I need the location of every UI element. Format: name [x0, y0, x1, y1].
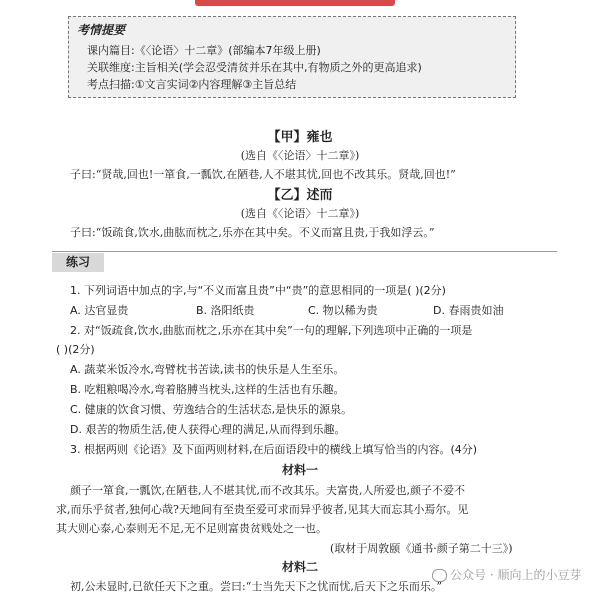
- tips-title: 考情提要: [77, 23, 126, 37]
- passage-b-text: 子曰:“饭疏食,饮水,曲肱而枕之,乐亦在其中矣。不义而富且贵,于我如浮云。”: [70, 226, 435, 239]
- top-red-bar: [195, 0, 395, 6]
- tips-line-text: 课内篇目:《〈论语〉十二章》(部编本7年级上册): [87, 44, 321, 57]
- passage-b-source: (选自《〈论语〉十二章》): [240, 207, 360, 220]
- practice-label: 练习: [52, 253, 104, 272]
- q2-option-d: D. 艰苦的物质生活,使人获得心理的满足,从而得到乐趣。: [70, 423, 346, 436]
- exam-tips-box: [68, 16, 516, 98]
- tips-line-dimension: 关联维度:主旨相关(学会忍受清贫并乐在其中,有物质之外的更高追求): [87, 61, 422, 74]
- question-3: 3. 根据两则《论语》及下面两则材料,在后面语段中的横线上填写恰当的内容。(4分): [70, 443, 478, 456]
- q1-option-a: A. 达官显贵: [70, 304, 129, 317]
- material-two-line: 初,公未显时,已欲任天下之重。尝曰:“士当先天下之忧而忧,后天下之乐而乐。”: [70, 580, 442, 593]
- tips-line-points: 考点扫描:①文言实词②内容理解③主旨总结: [87, 78, 297, 91]
- passage-a-source: (选自《〈论语〉十二章》): [240, 149, 360, 162]
- question-1: 1. 下列词语中加点的字,与“不义而富且贵”中“贵”的意思相同的一项是( )(2分): [70, 284, 446, 297]
- wechat-icon: [432, 569, 447, 582]
- q2-option-c: C. 健康的饮食习惯、劳逸结合的生活状态,是快乐的源泉。: [70, 403, 353, 416]
- material-one-line: 颜子一箪食,一瓢饮,在陋巷,人不堪其忧,而不改其乐。夫富贵,人所爱也,颜子不爱不: [70, 484, 465, 497]
- q1-option-b: B. 洛阳纸贵: [196, 304, 255, 317]
- section-divider: [52, 251, 557, 252]
- material-one-line: 其大则心泰,心泰则无不足,无不足则富贵贫贱处之一也。: [56, 522, 327, 535]
- passage-a-text: 子曰:“贤哉,回也!一箪食,一瓢饮,在陋巷,人不堪其忧,回也不改其乐。贤哉,回也!”: [70, 168, 456, 181]
- material-one-source: (取材于周敦颐《通书·颜子第二十三》): [330, 542, 513, 555]
- question-2-line1: 2. 对“饭疏食,饮水,曲肱而枕之,乐亦在其中矣”一句的理解,下列选项中正确的一项是: [70, 324, 473, 337]
- material-one-title: 材料一: [281, 463, 318, 477]
- q1-option-d: D. 春雨贵如油: [433, 304, 504, 317]
- question-2-line2: ( )(2分): [56, 343, 95, 356]
- material-one-line: 求,而乐乎贫者,独何心哉?天地间有至贵至爱可求而异乎彼者,见其大而忘其小焉尔。见: [56, 503, 469, 516]
- passage-a-heading: 【甲】雍也: [267, 130, 333, 145]
- watermark: [432, 566, 581, 583]
- q1-option-c: C. 物以稀为贵: [308, 304, 378, 317]
- passage-b-heading: 【乙】述而: [267, 188, 333, 203]
- watermark-text: 公众号 · 顺向上的小豆芽: [450, 568, 582, 582]
- q2-option-a: A. 蔬菜米饭冷水,弯臂枕书苦读,读书的快乐是人生至乐。: [70, 363, 345, 376]
- q2-option-b: B. 吃粗粮喝冷水,弯着胳膊当枕头,这样的生活也有乐趣。: [70, 383, 345, 396]
- material-two-title: 材料二: [281, 560, 318, 574]
